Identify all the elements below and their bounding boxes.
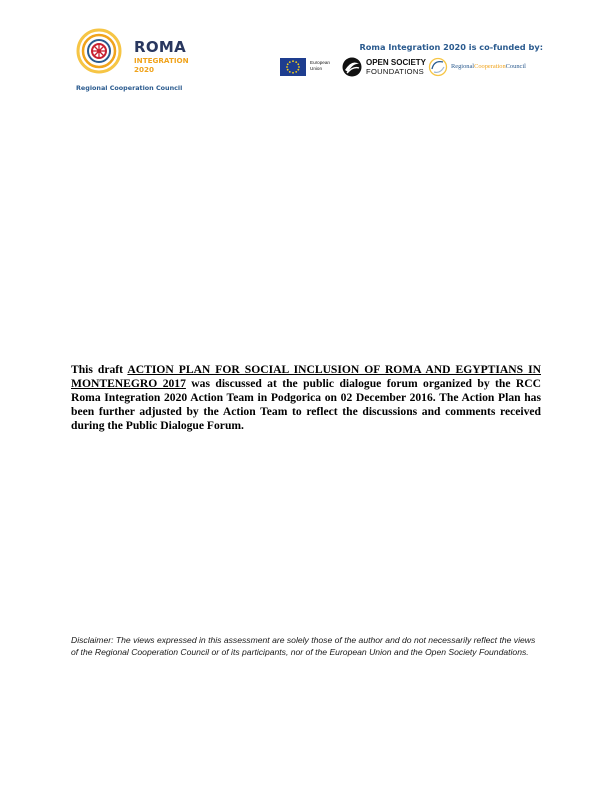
main-paragraph-rest: was discussed at the public dialogue forum organized by the RCC Roma Integration 2020 Action Team in Podgorica on 02 December 2016. The Action Plan has been further adjusted by the Action Team to reflect the discussions and comments received during the Public Dialogue Forum.: [71, 376, 541, 432]
osf-label-line1: OPEN SOCIETY: [366, 58, 427, 67]
eu-label: [310, 60, 330, 72]
osf-logo-icon: [342, 57, 362, 77]
funders-title: Roma Integration 2020 is co-funded by:: [359, 42, 543, 52]
rcc-label-council: Council: [505, 63, 526, 70]
logo-subtitle-integration: INTEGRATION: [134, 56, 189, 65]
main-paragraph: [71, 363, 541, 433]
rcc-label-cooperation: Cooperation: [474, 63, 506, 70]
roma-wheel-icon: [76, 28, 122, 74]
logo-title: ROMA: [134, 38, 187, 56]
logo-organization: Regional Cooperation Council: [76, 84, 183, 92]
rcc-label-regional: Regional: [451, 63, 475, 70]
osf-label-line2: FOUNDATIONS: [366, 67, 425, 76]
disclaimer-text: Disclaimer: The views expressed in this assessment are solely those of the author and do not necessarily reflect the views of the Regional Cooperation Council or of its participants, nor of the European Union and the Open Society Foundations.: [71, 634, 536, 658]
action-plan-title: ACTION PLAN FOR SOCIAL INCLUSION OF ROMA AND EGYPTIANS IN MONTENEGRO 2017: [71, 362, 541, 390]
eu-label-line2: Union: [310, 66, 323, 71]
rcc-label: [451, 63, 526, 70]
eu-label-line1: European: [310, 60, 330, 65]
eu-flag-icon: [280, 58, 306, 76]
logo-subtitle-year: 2020: [134, 65, 155, 74]
rcc-swirl-icon: [428, 57, 448, 77]
main-paragraph-intro: This draft: [71, 362, 128, 376]
roma-integration-logo: [72, 26, 212, 96]
